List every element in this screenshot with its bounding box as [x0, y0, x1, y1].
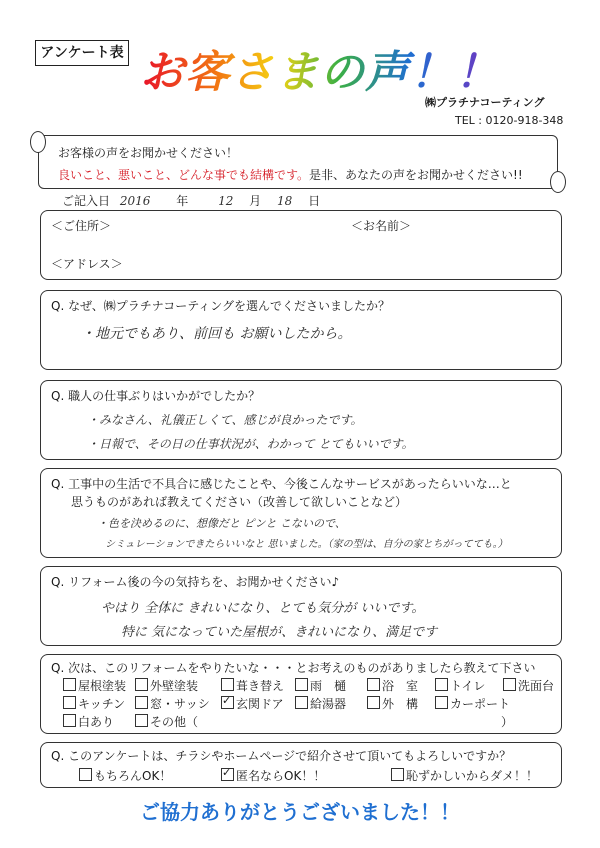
- other-close-paren: ）: [501, 715, 514, 729]
- checkbox-icon[interactable]: [503, 678, 516, 691]
- answer-text: ・色を決めるのに、想像だと ピンと こないので、: [97, 517, 346, 530]
- checkbox-icon[interactable]: [63, 678, 76, 691]
- checkbox-icon[interactable]: [221, 678, 234, 691]
- checkbox-gutter[interactable]: 雨 樋: [295, 677, 346, 694]
- consent-box: [40, 742, 562, 788]
- page-title: お客さまの声！！: [140, 36, 500, 100]
- checkbox-icon[interactable]: [435, 678, 448, 691]
- checkbox-icon[interactable]: [135, 714, 148, 727]
- name-label: ＜お名前＞: [351, 219, 412, 233]
- checkbox-other[interactable]: その他（: [135, 713, 198, 730]
- intro-line-2-rest: 是非、あなたの声をお聞かせください!!: [309, 168, 523, 182]
- checkbox-washbasin[interactable]: 洗面台: [503, 677, 554, 694]
- question-text: Q. リフォーム後の今の気持ちを、お聞かせください♪: [51, 575, 340, 589]
- question-box-3: [40, 468, 562, 558]
- checkbox-icon[interactable]: [79, 768, 92, 781]
- thanks-message: ご協力ありがとうございました！！: [140, 800, 460, 824]
- checkbox-wall-paint[interactable]: 外壁塗装: [135, 677, 198, 694]
- checkbox-kitchen[interactable]: キッチン: [63, 695, 125, 712]
- date-month-unit: 月: [249, 194, 262, 208]
- checkbox-exterior[interactable]: 外 構: [367, 695, 418, 712]
- question-text: Q. 次は、このリフォームをやりたいな・・・とお考えのものがありましたら教えて下さい: [51, 661, 536, 675]
- checkbox-icon[interactable]: [295, 696, 308, 709]
- checkbox-carport[interactable]: カーポート: [435, 695, 510, 712]
- intro-line-2: [58, 166, 523, 183]
- scroll-curl-icon: [30, 131, 46, 153]
- survey-tag: アンケート表: [35, 40, 129, 66]
- checkbox-icon[interactable]: [63, 696, 76, 709]
- answer-text: ・地元でもあり、前回も お願いしたから。: [81, 326, 352, 342]
- address-label: ＜ご住所＞: [51, 219, 112, 233]
- checkbox-water-heater[interactable]: 給湯器: [295, 695, 346, 712]
- reform-options-box: [40, 654, 562, 734]
- question-text: Q. なぜ、㈱プラチナコーティングを選んでくださいましたか？: [51, 299, 391, 313]
- answer-text: やはり 全体に きれいになり、とても気分が いいです。: [101, 601, 425, 616]
- checked-checkbox-icon[interactable]: [221, 768, 234, 781]
- question-text: Q. 工事中の生活で不具合に感じたことや、今後こんなサービスがあったらいいな…と: [51, 477, 512, 491]
- scroll-curl-icon: [550, 171, 566, 193]
- checkbox-window-sash[interactable]: 窓・サッシ: [135, 695, 210, 712]
- checkbox-icon[interactable]: [367, 678, 380, 691]
- checkbox-entrance-door[interactable]: ✓ 玄関ドア: [221, 695, 284, 712]
- answer-text: ・みなさん、礼儀正しくて、感じが良かったです。: [87, 413, 363, 427]
- consent-option-anonymous[interactable]: ✓ 匿名ならOK！！: [221, 767, 325, 784]
- date-month[interactable]: 12: [218, 194, 234, 208]
- email-label: ＜アドレス＞: [51, 257, 123, 271]
- checkbox-toilet[interactable]: トイレ: [435, 677, 485, 694]
- date-year-unit: 年: [176, 194, 189, 208]
- checkbox-icon[interactable]: [435, 696, 448, 709]
- checkbox-roof-paint[interactable]: 屋根塗装: [63, 677, 126, 694]
- checkbox-icon[interactable]: [295, 678, 308, 691]
- address-box: [40, 210, 562, 280]
- intro-line-2-red: 良いこと、悪いこと、どんな事でも結構です。: [58, 168, 310, 182]
- date-label: ご記入日: [62, 194, 111, 208]
- checked-checkbox-icon[interactable]: [221, 696, 234, 709]
- question-text: Q. 職人の仕事ぶりはいかがでしたか？: [51, 389, 261, 403]
- consent-option-no[interactable]: 恥ずかしいからダメ！！: [391, 767, 538, 784]
- phone-number: TEL : 0120-918-348: [455, 114, 564, 127]
- checkbox-icon[interactable]: [367, 696, 380, 709]
- consent-option-ok[interactable]: もちろんOK！: [79, 767, 171, 784]
- checkbox-bathroom[interactable]: 浴 室: [367, 677, 418, 694]
- question-text-2: 思うものがあれば教えてください（改善して欲しいことなど）: [71, 495, 408, 509]
- question-text: Q. このアンケートは、チラシやホームページで紹介させて頂いてもよろしいですか？: [51, 749, 512, 763]
- checkbox-icon[interactable]: [135, 696, 148, 709]
- date-day[interactable]: 18: [277, 194, 293, 208]
- company-name: ㈱プラチナコーティング: [425, 96, 545, 109]
- answer-text: シミュレーションできたらいいなと 思いました。（家の型は、自分の家とちがってても。）: [105, 539, 508, 550]
- question-box-1: [40, 290, 562, 370]
- checkbox-icon[interactable]: [63, 714, 76, 727]
- answer-text: ・日報で、その日の仕事状況が、わかって とてもいいです。: [87, 437, 414, 451]
- question-box-2: [40, 380, 562, 460]
- date-year[interactable]: 2016: [119, 194, 151, 208]
- question-box-4: [40, 566, 562, 646]
- checkbox-icon[interactable]: [391, 768, 404, 781]
- intro-line-1: お客様の声をお聞かせください！: [58, 146, 239, 160]
- date-day-unit: 日: [308, 194, 321, 208]
- answer-text: 特に 気になっていた屋根が、きれいになり、満足です: [121, 625, 438, 640]
- checkbox-icon[interactable]: [135, 678, 148, 691]
- checkbox-termite[interactable]: 白あり: [63, 713, 114, 730]
- checkbox-reroof[interactable]: 葺き替え: [221, 677, 284, 694]
- entry-date: [62, 192, 320, 209]
